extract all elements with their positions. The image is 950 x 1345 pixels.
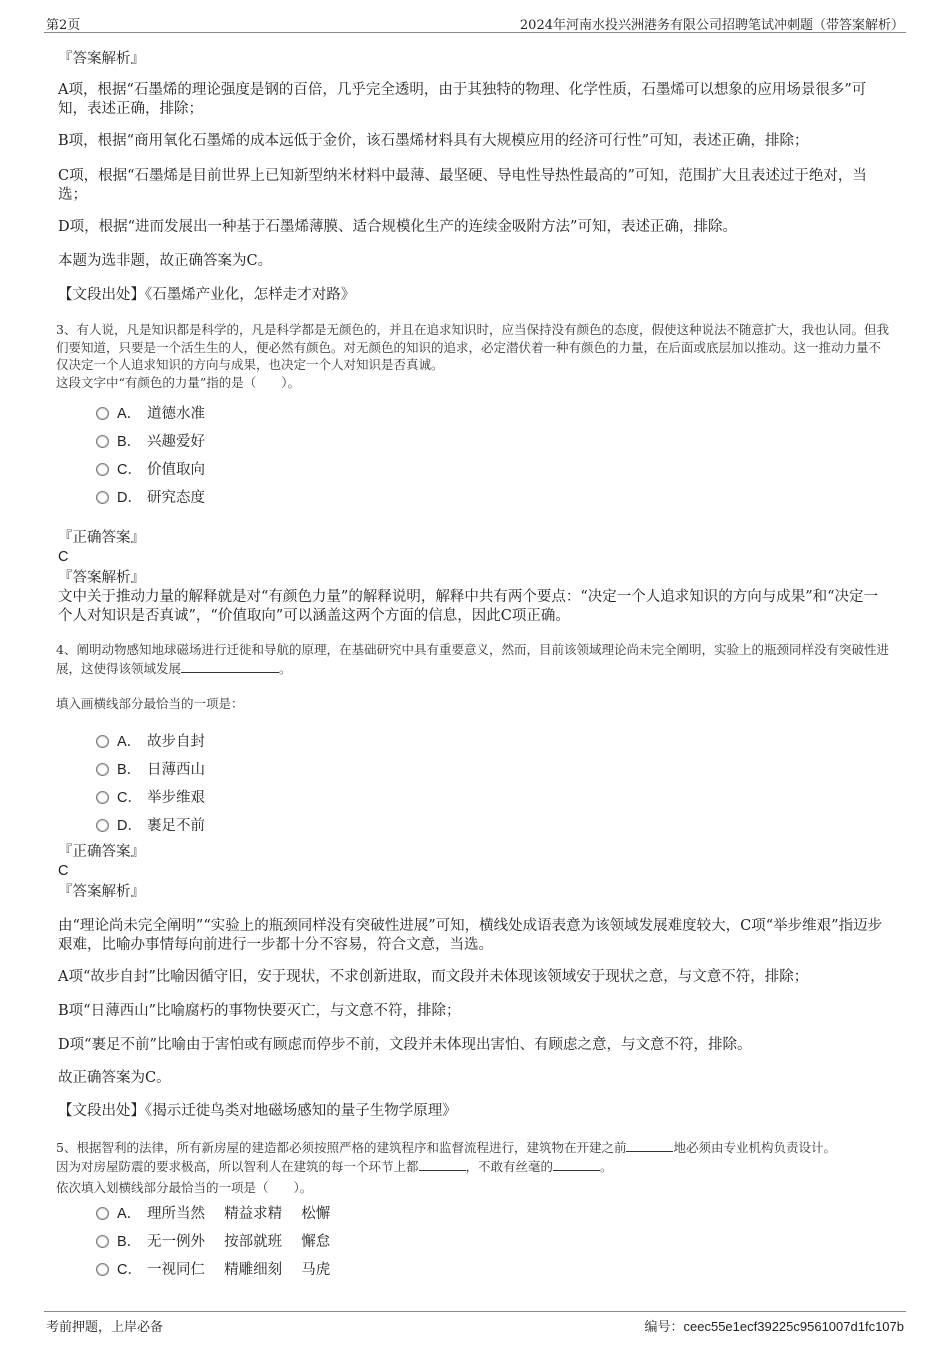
question-3-ask: 这段文字中“有颜色的力量”指的是（ ）。 [56, 375, 301, 390]
blank-line [626, 1138, 673, 1152]
correct-answer-label: 『正确答案』 [58, 844, 145, 860]
radio-icon[interactable] [96, 1235, 109, 1248]
answer-analysis-label: 『答案解析』 [58, 570, 145, 586]
radio-icon[interactable] [96, 763, 109, 776]
radio-icon[interactable] [96, 819, 109, 832]
document-title: 2024年河南水投兴洲港务有限公司招聘笔试冲刺题（带答案解析） [519, 18, 904, 33]
footer-slogan: 考前押题，上岸必备 [46, 1320, 164, 1335]
q3-option-b[interactable]: B． 兴趣爱好 [96, 430, 205, 450]
q4-option-c[interactable]: C． 举步维艰 [96, 786, 205, 806]
radio-icon[interactable] [96, 1263, 109, 1276]
question-5-ask: 依次填入划横线部分最恰当的一项是（ ）。 [56, 1180, 313, 1195]
q4-analysis-4: D项“裹足不前”比喻由于害怕或有顾虑而停步不前，文段并未体现出害怕、有顾虑之意，与文意不符，排除。 [58, 1037, 752, 1053]
question-3-text: 3、有人说，凡是知识都是科学的，凡是科学都是无颜色的，并且在追求知识时，应当保持没有颜色的态度，假使这种说法不随意扩大，我也认同。但我们要知道，只要是一个活生生的人，便必然有颜色。对无颜色的知识的追求，必定潜伏着一种有颜色的力量，在后面或底层加以推动。这一推动力量不仅决定一个人追求知识的方向与成果，也决定一个人对知识是否真诚。 [56, 322, 889, 372]
radio-icon[interactable] [96, 735, 109, 748]
radio-icon[interactable] [96, 435, 109, 448]
q4-analysis-3: B项“日薄西山”比喻腐朽的事物快要灭亡，与文意不符，排除； [58, 1003, 461, 1019]
page-number: 第2页 [46, 18, 81, 33]
q3-analysis: 文中关于推动力量的解释就是对“有颜色力量”的解释说明，解释中共有两个要点：“决定一个人追求知识的方向与成果”和“决定一个人对知识是否真诚”，“价值取向”可以涵盖这两个方面的信息，因此C项正确。 [58, 589, 879, 624]
correct-answer-label: 『正确答案』 [58, 530, 145, 546]
blank-line [419, 1157, 466, 1171]
question-5-text: 5、根据智利的法律，所有新房屋的建造都必须按照严格的建筑程序和监督流程进行，建筑物在开建之前 地必须由专业机构负责设计。 因为对房屋防震的要求极高，所以智利人在建筑的每一个环节上都 ，不敢有丝毫的 。 [56, 1140, 836, 1174]
radio-icon[interactable] [96, 1207, 109, 1220]
q3-option-d[interactable]: D． 研究态度 [96, 486, 205, 506]
blank-line [553, 1157, 600, 1171]
analysis-a: A项，根据“石墨烯的理论强度是钢的百倍，几乎完全透明，由于其独特的物理、化学性质，石墨烯可以想象的应用场景很多”可知，表述正确，排除； [58, 82, 867, 117]
question-4-text: 4、阐明动物感知地球磁场进行迁徙和导航的原理，在基础研究中具有重要意义，然而，目前该领域理论尚未完全阐明，实验上的瓶颈同样没有突破性进展，这使得该领域发展 。 [56, 642, 889, 676]
correct-answer: C [58, 863, 69, 879]
conclusion: 故正确答案为C。 [58, 1070, 171, 1086]
q5-option-b[interactable]: B． 无一例外 按部就班 懈怠 [96, 1230, 330, 1250]
q3-option-c[interactable]: C． 价值取向 [96, 458, 205, 478]
page-footer [44, 1311, 906, 1334]
blank-line [181, 659, 279, 673]
page-header [44, 10, 906, 33]
q4-option-d[interactable]: D． 裹足不前 [96, 814, 205, 834]
radio-icon[interactable] [96, 491, 109, 504]
source: 【文段出处】《石墨烯产业化，怎样走才对路》 [58, 287, 356, 303]
analysis-c: C项，根据“石墨烯是目前世界上已知新型纳米材料中最薄、最坚硬、导电性导热性最高的”可知，范围扩大且表述过于绝对，当选； [58, 168, 867, 203]
q4-option-a[interactable]: A． 故步自封 [96, 730, 205, 750]
correct-answer: C [58, 549, 69, 565]
radio-icon[interactable] [96, 791, 109, 804]
q4-analysis-1: 由“理论尚未完全阐明”“实验上的瓶颈同样没有突破性进展”可知，横线处成语表意为该领域发展难度较大，C项“举步维艰”指迈步艰难，比喻办事情每向前进行一步都十分不容易，符合文意，当选。 [58, 918, 883, 953]
analysis-d: D项，根据“进而发展出一种基于石墨烯薄膜、适合规模化生产的连续金吸附方法”可知，表述正确，排除。 [58, 219, 737, 235]
answer-analysis-label: 『答案解析』 [58, 51, 145, 67]
q5-option-c[interactable]: C． 一视同仁 精雕细刻 马虎 [96, 1258, 330, 1278]
q3-option-a[interactable]: A． 道德水准 [96, 402, 205, 422]
analysis-b: B项，根据“商用氧化石墨烯的成本远低于金价，该石墨烯材料具有大规模应用的经济可行性”可知，表述正确，排除； [58, 133, 809, 149]
answer-analysis-label: 『答案解析』 [58, 884, 145, 900]
q5-option-a[interactable]: A． 理所当然 精益求精 松懈 [96, 1202, 330, 1222]
question-4-ask: 填入画横线部分最恰当的一项是： [56, 696, 244, 711]
conclusion: 本题为选非题，故正确答案为C。 [58, 253, 273, 269]
q4-analysis-2: A项“故步自封”比喻因循守旧，安于现状，不求创新进取，而文段并未体现该领域安于现状之意，与文意不符，排除； [58, 969, 809, 985]
document-code: 编号：ceec55e1ecf39225c9561007d1fc107b [644, 1319, 904, 1335]
q4-option-b[interactable]: B． 日薄西山 [96, 758, 205, 778]
radio-icon[interactable] [96, 407, 109, 420]
radio-icon[interactable] [96, 463, 109, 476]
source: 【文段出处】《揭示迁徙鸟类对地磁场感知的量子生物学原理》 [58, 1103, 457, 1119]
